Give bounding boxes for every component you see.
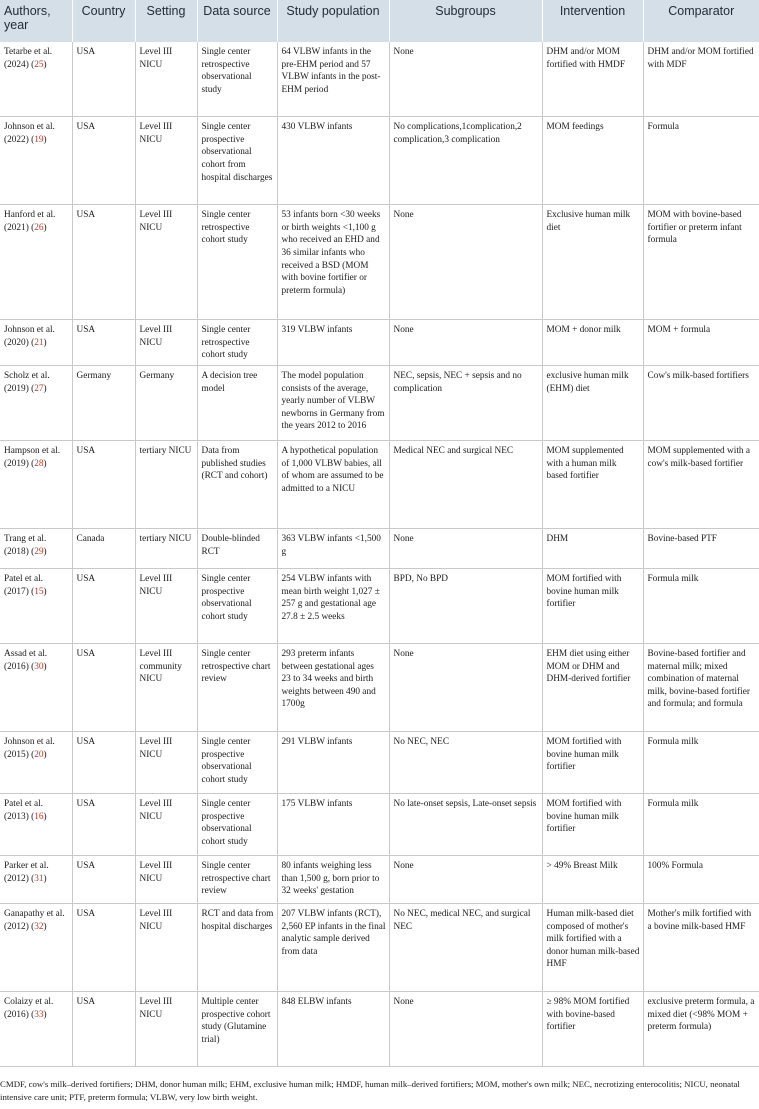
- cell-comparator: MOM with bovine-based fortifier or preterm infant formula: [643, 205, 759, 320]
- cell-intervention: Exclusive human milk diet: [542, 205, 643, 320]
- cell-country: USA: [72, 643, 135, 731]
- table-row: [0, 42, 759, 117]
- table-header: [0, 0, 759, 42]
- table-row: [0, 991, 759, 1066]
- cell-data-source: Multiple center prospective cohort study (Glutamine trial): [197, 991, 277, 1066]
- author-year-text: Johnson et al. (2015): [4, 736, 55, 760]
- reference-link[interactable]: 19: [34, 134, 44, 145]
- cell-subgroups: None: [389, 855, 542, 903]
- cell-comparator: Formula milk: [643, 731, 759, 793]
- cell-comparator: DHM and/or MOM fortified with MDF: [643, 42, 759, 117]
- cell-study-population: 848 ELBW infants: [277, 991, 389, 1066]
- cell-comparator: Formula milk: [643, 568, 759, 643]
- cell-intervention: ≥ 98% MOM fortified with bovine-based fortifier: [542, 991, 643, 1066]
- reference-link[interactable]: 21: [34, 337, 44, 348]
- cell-subgroups: No NEC, NEC: [389, 731, 542, 793]
- cell-data-source: Single center retrospective chart review: [197, 855, 277, 903]
- table-row: [0, 855, 759, 903]
- cell-country: Germany: [72, 365, 135, 440]
- author-year-text: Patel et al. (2013): [4, 798, 43, 822]
- cell-country: Canada: [72, 528, 135, 568]
- reference-link[interactable]: 20: [34, 749, 44, 760]
- cell-country: USA: [72, 205, 135, 320]
- cell-subgroups: No complications,1complication,2 complication,3 complication: [389, 117, 542, 205]
- cell-subgroups: None: [389, 528, 542, 568]
- cell-intervention: MOM fortified with bovine human milk fortifier: [542, 731, 643, 793]
- cell-subgroups: None: [389, 320, 542, 366]
- cell-data-source: Single center prospective observational cohort study: [197, 793, 277, 855]
- cell-setting: Germany: [135, 365, 197, 440]
- cell-study-population: 319 VLBW infants: [277, 320, 389, 366]
- table-row: [0, 528, 759, 568]
- cell-country: USA: [72, 42, 135, 117]
- cell-data-source: Single center retrospective cohort study: [197, 205, 277, 320]
- cell-data-source: Single center prospective observational cohort study: [197, 568, 277, 643]
- cell-intervention: DHM and/or MOM fortified with HMDF: [542, 42, 643, 117]
- cell-author-year: Ganapathy et al. (2012) (32): [0, 903, 72, 991]
- table-row: [0, 903, 759, 991]
- cell-data-source: Single center prospective observational cohort study: [197, 731, 277, 793]
- table-row: [0, 643, 759, 731]
- cell-study-population: 291 VLBW infants: [277, 731, 389, 793]
- cell-comparator: Bovine-based PTF: [643, 528, 759, 568]
- cell-author-year: Assad et al. (2016) (30): [0, 643, 72, 731]
- table-row: [0, 365, 759, 440]
- author-year-text: Trang et al. (2018): [4, 533, 47, 557]
- cell-intervention: MOM supplemented with a human milk based fortifier: [542, 440, 643, 528]
- cell-study-population: 175 VLBW infants: [277, 793, 389, 855]
- cell-study-population: 53 infants born <30 weeks or birth weights <1,100 g who received an EHD and 36 similar infants who received a BSD (MOM with bovine fortifier or preterm formula): [277, 205, 389, 320]
- cell-author-year: Hampson et al. (2019) (28): [0, 440, 72, 528]
- reference-link[interactable]: 33: [34, 1009, 44, 1020]
- cell-subgroups: NEC, sepsis, NEC + sepsis and no complication: [389, 365, 542, 440]
- cell-intervention: DHM: [542, 528, 643, 568]
- cell-comparator: 100% Formula: [643, 855, 759, 903]
- reference-link[interactable]: 31: [34, 873, 44, 884]
- cell-intervention: Human milk-based diet composed of mother's milk fortified with a donor human milk-based HMF: [542, 903, 643, 991]
- cell-country: USA: [72, 320, 135, 366]
- author-year-text: Scholz et al. (2019): [4, 370, 50, 394]
- table-row: [0, 205, 759, 320]
- cell-author-year: Patel et al. (2017) (15): [0, 568, 72, 643]
- cell-setting: Level III NICU: [135, 793, 197, 855]
- table-row: [0, 440, 759, 528]
- cell-data-source: Double-blinded RCT: [197, 528, 277, 568]
- cell-intervention: EHM diet using either MOM or DHM and DHM-derived fortifier: [542, 643, 643, 731]
- table-body: [0, 42, 759, 1066]
- cell-author-year: Scholz et al. (2019) (27): [0, 365, 72, 440]
- cell-setting: Level III NICU: [135, 568, 197, 643]
- author-year-text: Johnson et al. (2020): [4, 325, 55, 348]
- author-year-text: Hampson et al. (2019): [4, 445, 61, 469]
- cell-study-population: 293 preterm infants between gestational ages 23 to 34 weeks and birth weights between 490 and 1700g: [277, 643, 389, 731]
- cell-comparator: MOM supplemented with a cow's milk-based fortifier: [643, 440, 759, 528]
- cell-setting: tertiary NICU: [135, 528, 197, 568]
- author-year-text: Patel et al. (2017): [4, 573, 43, 597]
- cell-data-source: Single center retrospective chart review: [197, 643, 277, 731]
- cell-setting: Level III NICU: [135, 731, 197, 793]
- cell-study-population: 363 VLBW infants <1,500 g: [277, 528, 389, 568]
- cell-setting: Level III NICU: [135, 855, 197, 903]
- header-authors-year: Authors, year: [0, 0, 72, 42]
- cell-study-population: 430 VLBW infants: [277, 117, 389, 205]
- cell-author-year: Tetarbe et al. (2024) (25): [0, 42, 72, 117]
- cell-country: USA: [72, 440, 135, 528]
- cell-author-year: Trang et al. (2018) (29): [0, 528, 72, 568]
- cell-study-population: 80 infants weighing less than 1,500 g, born prior to 32 weeks' gestation: [277, 855, 389, 903]
- table-row: [0, 731, 759, 793]
- cell-subgroups: None: [389, 991, 542, 1066]
- author-year-text: Colaizy et al. (2016): [4, 996, 54, 1020]
- cell-author-year: Colaizy et al. (2016) (33): [0, 991, 72, 1066]
- cell-country: USA: [72, 731, 135, 793]
- cell-author-year: Johnson et al. (2022) (19): [0, 117, 72, 205]
- cell-data-source: Data from published studies (RCT and cohort): [197, 440, 277, 528]
- header-country: Country: [72, 0, 135, 42]
- cell-subgroups: Medical NEC and surgical NEC: [389, 440, 542, 528]
- cell-data-source: Single center retrospective observational study: [197, 42, 277, 117]
- cell-setting: Level III NICU: [135, 320, 197, 366]
- author-year-text: Tetarbe et al. (2024): [4, 47, 53, 70]
- reference-link[interactable]: 28: [34, 458, 44, 469]
- header-study-population: Study population: [277, 0, 389, 42]
- cell-setting: tertiary NICU: [135, 440, 197, 528]
- cell-intervention: > 49% Breast Milk: [542, 855, 643, 903]
- cell-data-source: RCT and data from hospital discharges: [197, 903, 277, 991]
- cell-comparator: Mother's milk fortified with a bovine milk-based HMF: [643, 903, 759, 991]
- cell-study-population: The model population consists of the average, yearly number of VLBW newborns in Germany from the years 2012 to 2016: [277, 365, 389, 440]
- cell-study-population: 254 VLBW infants with mean birth weight 1,027 ± 257 g and gestational age 27.8 ± 2.5 weeks: [277, 568, 389, 643]
- author-year-text: Johnson et al. (2022): [4, 122, 55, 145]
- cell-intervention: MOM fortified with bovine human milk fortifier: [542, 793, 643, 855]
- cell-subgroups: None: [389, 42, 542, 117]
- cell-comparator: Formula milk: [643, 793, 759, 855]
- cell-country: USA: [72, 903, 135, 991]
- cell-setting: Level III NICU: [135, 117, 197, 205]
- author-year-text: Parker et al. (2012): [4, 860, 49, 884]
- reference-link[interactable]: 26: [34, 222, 44, 233]
- table-row: [0, 117, 759, 205]
- cell-data-source: Single center prospective observational cohort from hospital discharges: [197, 117, 277, 205]
- header-setting: Setting: [135, 0, 197, 42]
- reference-link[interactable]: 16: [34, 811, 44, 822]
- cell-intervention: MOM + donor milk: [542, 320, 643, 366]
- cell-comparator: Cow's milk-based fortifiers: [643, 365, 759, 440]
- cell-study-population: 207 VLBW infants (RCT), 2,560 EP infants in the final analytic sample derived from data: [277, 903, 389, 991]
- cell-data-source: A decision tree model: [197, 365, 277, 440]
- cell-country: USA: [72, 855, 135, 903]
- cell-country: USA: [72, 991, 135, 1066]
- author-year-text: Hanford et al. (2021): [4, 210, 56, 233]
- cell-setting: Level III NICU: [135, 903, 197, 991]
- cell-setting: Level III NICU: [135, 991, 197, 1066]
- cell-intervention: exclusive human milk (EHM) diet: [542, 365, 643, 440]
- header-intervention: Intervention: [542, 0, 643, 42]
- cell-comparator: exclusive preterm formula, a mixed diet (<98% MOM + preterm formula): [643, 991, 759, 1066]
- cell-author-year: Hanford et al. (2021) (26): [0, 205, 72, 320]
- cell-data-source: Single center retrospective cohort study: [197, 320, 277, 366]
- table-footnote: CMDF, cow's milk–derived fortifiers; DHM, donor human milk; EHM, exclusive human milk; HMDF, human milk–derived fortifiers; MOM, mother's own milk; NEC, necrotizing enterocolitis; NICU, neonatal intensive care unit; PTF, preterm formula; VLBW, very low birth weight.: [0, 1079, 740, 1102]
- table-row: [0, 793, 759, 855]
- cell-country: USA: [72, 568, 135, 643]
- cell-country: USA: [72, 117, 135, 205]
- reference-link[interactable]: 15: [34, 586, 44, 597]
- author-year-text: Ganapathy et al. (2012): [4, 908, 65, 932]
- cell-subgroups: None: [389, 643, 542, 731]
- cell-author-year: Patel et al. (2013) (16): [0, 793, 72, 855]
- cell-setting: Level III NICU: [135, 42, 197, 117]
- author-year-text: Assad et al. (2016): [4, 648, 48, 672]
- header-data-source: Data source: [197, 0, 277, 42]
- cell-country: USA: [72, 793, 135, 855]
- cell-comparator: Formula: [643, 117, 759, 205]
- cell-subgroups: No NEC, medical NEC, and surgical NEC: [389, 903, 542, 991]
- reference-link[interactable]: 29: [34, 546, 44, 557]
- cell-author-year: Johnson et al. (2015) (20): [0, 731, 72, 793]
- cell-setting: Level III NICU: [135, 205, 197, 320]
- cell-study-population: 64 VLBW infants in the pre-EHM period and 57 VLBW infants in the post-EHM period: [277, 42, 389, 117]
- cell-comparator: MOM + formula: [643, 320, 759, 366]
- reference-link[interactable]: 30: [34, 661, 44, 672]
- cell-author-year: Johnson et al. (2020) (21): [0, 320, 72, 366]
- cell-subgroups: No late-onset sepsis, Late-onset sepsis: [389, 793, 542, 855]
- cell-subgroups: BPD, No BPD: [389, 568, 542, 643]
- reference-link[interactable]: 32: [34, 921, 44, 932]
- cell-intervention: MOM feedings: [542, 117, 643, 205]
- cell-setting: Level III community NICU: [135, 643, 197, 731]
- reference-link[interactable]: 27: [34, 383, 44, 394]
- header-row: [0, 0, 759, 42]
- cell-study-population: A hypothetical population of 1,000 VLBW babies, all of whom are assumed to be admitted to a NICU: [277, 440, 389, 528]
- cell-comparator: Bovine-based fortifier and maternal milk; mixed combination of maternal milk, bovine-based fortifier and formula; and formula: [643, 643, 759, 731]
- reference-link[interactable]: 25: [34, 59, 44, 70]
- cell-subgroups: None: [389, 205, 542, 320]
- cell-author-year: Parker et al. (2012) (31): [0, 855, 72, 903]
- header-comparator: Comparator: [643, 0, 759, 42]
- table-row: [0, 320, 759, 366]
- header-subgroups: Subgroups: [389, 0, 542, 42]
- cell-intervention: MOM fortified with bovine human milk fortifier: [542, 568, 643, 643]
- table-row: [0, 568, 759, 643]
